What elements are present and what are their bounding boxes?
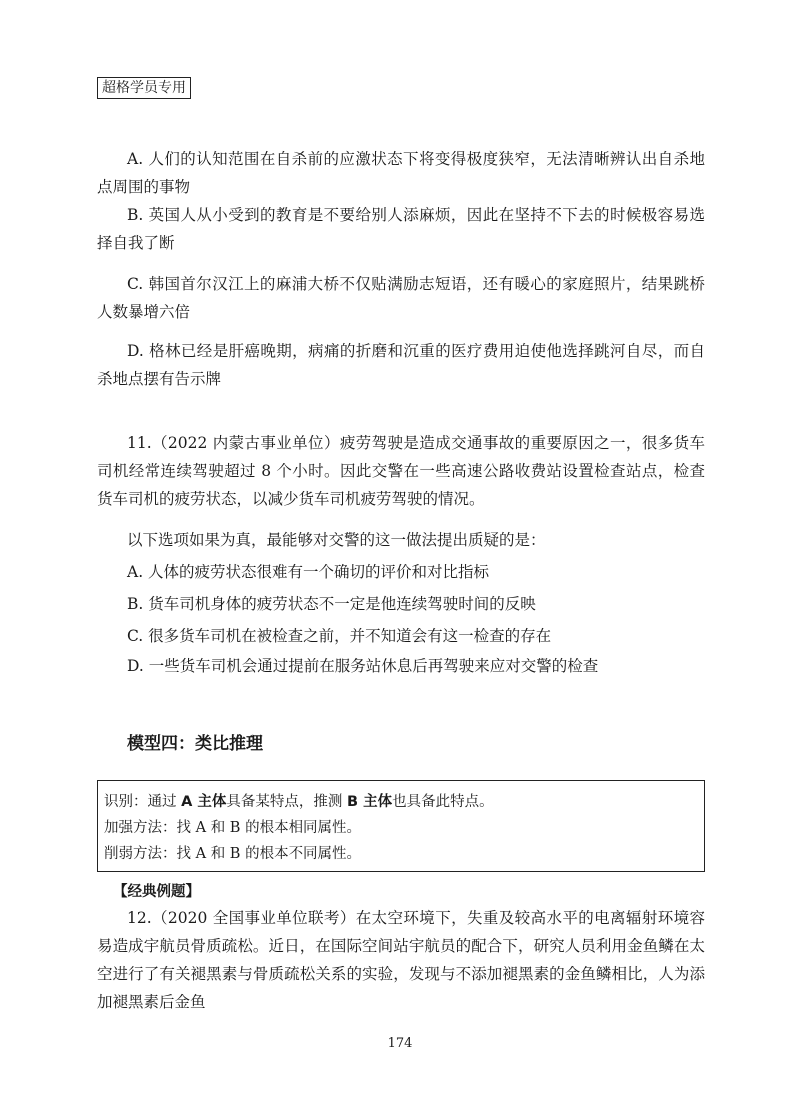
q12-stem: 12.（2020 全国事业单位联考）在太空环境下，失重及较高水平的电离辐射环境容易造成宇航员骨质疏松。近日，在国际空间站宇航员的配合下，研究人员利用金鱼鳞在太空进行了有关褪黑素与骨质疏松关系的实验，发现与不添加褪黑素的金鱼鳞相比，人为添加褪黑素后金鱼 <box>97 909 705 1011</box>
q11-stem: 11.（2022 内蒙古事业单位）疲劳驾驶是造成交通事故的重要原因之一，很多货车司机经常连续驾驶超过 8 个小时。因此交警在一些高速公路收费站设置检查站点，检查货车司机的疲劳状态，以减少货车司机疲劳驾驶的情况。 <box>97 434 705 508</box>
weaken-line: 削弱方法：找 A 和 B 的根本不同属性。 <box>104 846 362 862</box>
q11-option-b: B. 货车司机身体的疲劳状态不一定是他连续驾驶时间的反映 <box>127 595 536 613</box>
q10-option-c: C. 韩国首尔汉江上的麻浦大桥不仅贴满励志短语，还有暖心的家庭照片，结果跳桥人数暴增六倍 <box>97 275 705 321</box>
identify-prefix: 识别：通过 <box>104 794 182 810</box>
header-tag: 超格学员专用 <box>97 77 191 99</box>
identify-mid: 具备某特点，推测 <box>226 794 347 810</box>
a-subject: A 主体 <box>181 794 227 810</box>
q11-option-c: C. 很多货车司机在被检查之前，并不知道会有这一检查的存在 <box>127 627 552 645</box>
q11-option-a: A. 人体的疲劳状态很难有一个确切的评价和对比指标 <box>127 563 490 581</box>
q10-option-b: B. 英国人从小受到的教育是不要给别人添麻烦，因此在坚持不下去的时候极容易选择自我了断 <box>97 206 705 252</box>
q11-question: 以下选项如果为真，最能够对交警的这一做法提出质疑的是： <box>127 531 546 549</box>
identify-suffix: 也具备此特点。 <box>392 794 494 810</box>
b-subject: B 主体 <box>347 794 393 810</box>
q11-option-d: D. 一些货车司机会通过提前在服务站休息后再驾驶来应对交警的检查 <box>127 657 599 675</box>
q10-option-d: D. 格林已经是肝癌晚期，病痛的折磨和沉重的医疗费用迫使他选择跳河自尽，而自杀地点摆有告示牌 <box>97 342 705 388</box>
example-label: 【经典例题】 <box>113 884 200 900</box>
q10-option-a: A. 人们的认知范围在自杀前的应激状态下将变得极度狭窄，无法清晰辨认出自杀地点周围的事物 <box>97 150 705 196</box>
page-number: 174 <box>387 1036 413 1051</box>
strengthen-line: 加强方法：找 A 和 B 的根本相同属性。 <box>104 820 362 836</box>
method-box <box>97 780 705 872</box>
identify-line <box>104 789 704 815</box>
section-heading: 模型四：类比推理 <box>127 734 263 754</box>
